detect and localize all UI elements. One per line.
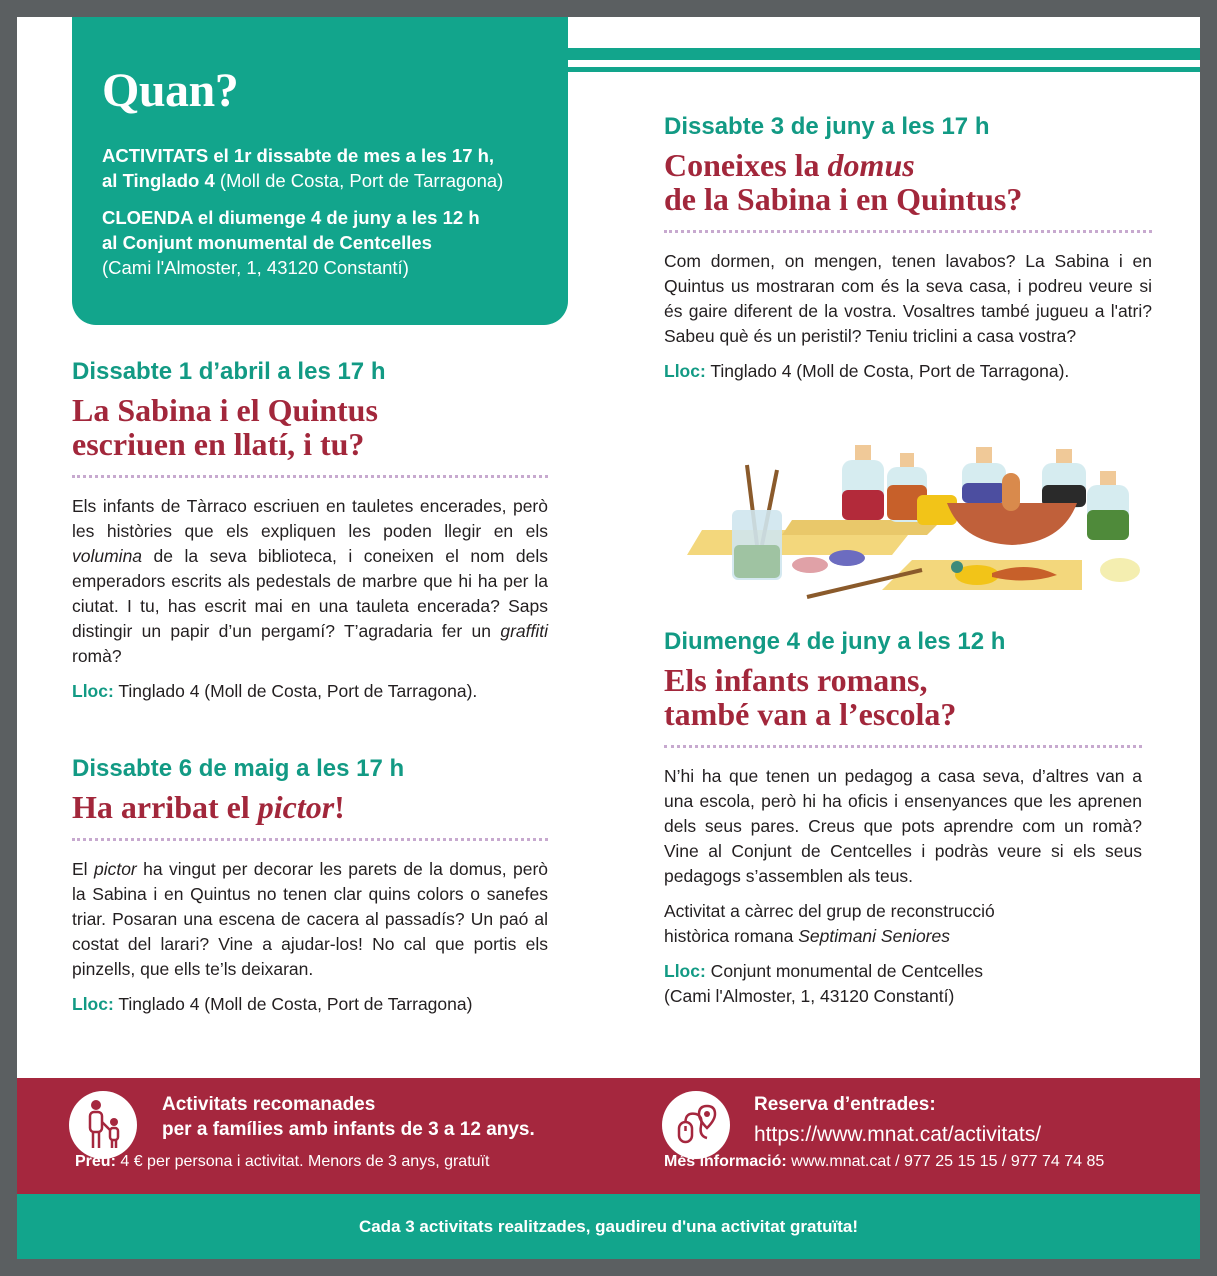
schedule-closing-when: CLOENDA el diumenge 4 de juny a les 12 h [102,207,480,228]
schedule-box [72,17,568,325]
schedule-activities [102,143,538,193]
booking-icon-circle [662,1091,730,1159]
activity-3-date: Dissabte 3 de juny a les 17 h [664,113,990,140]
text-span: ! [334,789,345,825]
pigment-jar [1087,510,1129,540]
activity-1-title [72,393,548,461]
activity-2-location [72,992,548,1017]
location-label: Lloc: [72,994,114,1014]
activity-1-date: Dissabte 1 d’abril a les 17 h [72,358,386,385]
water-cup [734,545,780,578]
activity-3-description: Com dormen, on mengen, tenen lavabos? La Sabina i en Quintus us mostraran com és la seva casa, i podreu veure si és gaire diferent de la vostra. Vosaltres també jugueu a l'atri? Sabeu què és un peristil? Teniu triclini a casa vostra? [664,251,1152,346]
schedule-heading: Quan? [102,64,239,117]
booking-label: Reserva d’entrades: [754,1094,936,1115]
family-icon-circle [69,1091,137,1159]
text-span: ha vingut per decorar les parets de la domus, però la Sabina i en Quintus no tenen clar quins colors o sanefes triar. Posaran una escena de cacera al passadís? Un paó al costat del larari? Vine a ajudar-los! No cal que portis els pinzells, que ells te’ls deixaran. [72,859,548,979]
cork [900,453,914,467]
schedule-activities-when: ACTIVITATS el 1r dissabte de mes a les 17 h, [102,145,495,166]
brochure-page [17,17,1200,1259]
top-stripe-thin [568,67,1200,72]
click-location-icon [671,1100,721,1150]
activity-3-title-line2: de la Sabina i en Quintus? [664,181,1023,217]
activity-3-title [664,148,1152,216]
italic-term: pictor [93,859,137,879]
schedule-activities-where: al Tinglado 4 [102,170,215,191]
activity-4-title-line1: Els infants romans, [664,662,928,698]
families-recommendation [162,1092,535,1142]
activity-2-description [72,857,548,982]
top-stripe [568,48,1200,60]
promo-band [17,1194,1200,1259]
activity-3 [664,112,1152,384]
activity-4-description: N’hi ha que tenen un pedagog a casa seva, d’altres van a una escola, però hi ha oficis i ensenyances que les aprenen dels seus pares. Creus que pots aprendre com un romà? Vine al Conjunt de Centcelles i podràs veure si els seus pedagogs s’assemblen als teus. [664,766,1142,886]
activity-1-location [72,679,548,704]
painting-supplies-illustration [682,425,1142,600]
activity-3-location [664,359,1152,384]
text-span: Activitat a càrrec del grup de reconstrucció [664,901,995,921]
promo-text: Cada 3 activitats realitzades, gaudireu d'una activitat gratuïta! [358,1216,859,1236]
location-label: Lloc: [72,681,114,701]
text-span: El [72,859,94,879]
families-line2: per a famílies amb infants de 3 a 12 anys. [162,1119,535,1140]
dotted-divider [664,745,1142,748]
activity-1-description [72,494,548,669]
cork [855,445,871,460]
activity-1-title-line1: La Sabina i el Quintus [72,392,378,428]
location-label: Lloc: [664,361,706,381]
location-label: Lloc: [664,961,706,981]
schedule-closing [102,205,538,280]
booking-link[interactable]: https://www.mnat.cat/activitats/ [754,1123,1042,1146]
paint-dish [829,550,865,566]
activity-1 [72,357,548,704]
paint-dish [792,557,828,573]
activity-4-organizer [664,899,1142,949]
paint-dish [1100,558,1140,582]
price-label: Preu: [75,1153,116,1170]
schedule-activities-address: (Moll de Costa, Port de Tarragona) [214,170,504,191]
location-value: Tinglado 4 (Moll de Costa, Port de Tarragona). [113,681,478,701]
activity-2 [72,754,548,1017]
pigment-jar [962,483,1006,503]
text-span: Coneixes la [664,147,828,183]
activity-1-title-line2: escriuen en llatí, i tu? [72,426,365,462]
price-value: 4 € per persona i activitat. Menors de 3 anys, gratuït [115,1153,490,1170]
activity-2-title [72,790,548,824]
text-span: històrica romana [664,926,799,946]
cork [1100,471,1116,485]
location-value: Tinglado 4 (Moll de Costa, Port de Tarragona) [113,994,473,1014]
pigment-jar [842,490,884,520]
text-span: de la seva biblioteca, i coneixen el nom dels emperadors escrits als pedestals de marbre que hi ha per la ciutat. I tu, has escrit mai en una tauleta encerada? Saps distingir un papir d’un pergamí? T’agradaria fer un [72,546,548,641]
pestle [1002,473,1020,511]
text-span: Ha arribat el [72,789,258,825]
location-value: Conjunt monumental de Centcelles [705,961,984,981]
activity-4-location [664,959,1142,1009]
activity-4-date: Diumenge 4 de juny a les 12 h [664,628,1006,655]
schedule-closing-address: (Cami l'Almoster, 1, 43120 Constantí) [102,257,409,278]
italic-term: domus [827,147,915,183]
italic-term: pictor [257,789,335,825]
location-address: (Cami l'Almoster, 1, 43120 Constantí) [664,986,955,1006]
family-icon [78,1098,128,1152]
activity-4-title [664,663,1142,731]
text-span: Els infants de Tàrraco escriuen en tauletes encerades, però les històries que els expliquen les poden llegir en els [72,496,548,541]
families-line1: Activitats recomanades [162,1094,376,1115]
more-info [664,1152,1104,1172]
text-span: romà? [72,646,122,666]
dotted-divider [72,475,548,478]
cork [976,447,992,463]
location-value: Tinglado 4 (Moll de Costa, Port de Tarragona). [705,361,1070,381]
info-band [17,1078,1200,1194]
bird-painting [951,561,963,573]
schedule-closing-where: al Conjunt monumental de Centcelles [102,232,432,253]
price-info [75,1152,489,1172]
more-info-value: www.mnat.cat / 977 25 15 15 / 977 74 74 85 [786,1153,1105,1170]
italic-term: graffiti [500,621,548,641]
activity-4 [664,627,1142,1009]
dotted-divider [72,838,548,841]
cork [1056,449,1072,463]
dotted-divider [664,230,1152,233]
italic-term: Septimani Seniores [798,926,950,946]
more-info-label: Més informació: [664,1153,787,1170]
italic-term: volumina [72,546,143,566]
activity-2-date: Dissabte 6 de maig a les 17 h [72,755,405,782]
activity-4-title-line2: també van a l’escola? [664,696,957,732]
